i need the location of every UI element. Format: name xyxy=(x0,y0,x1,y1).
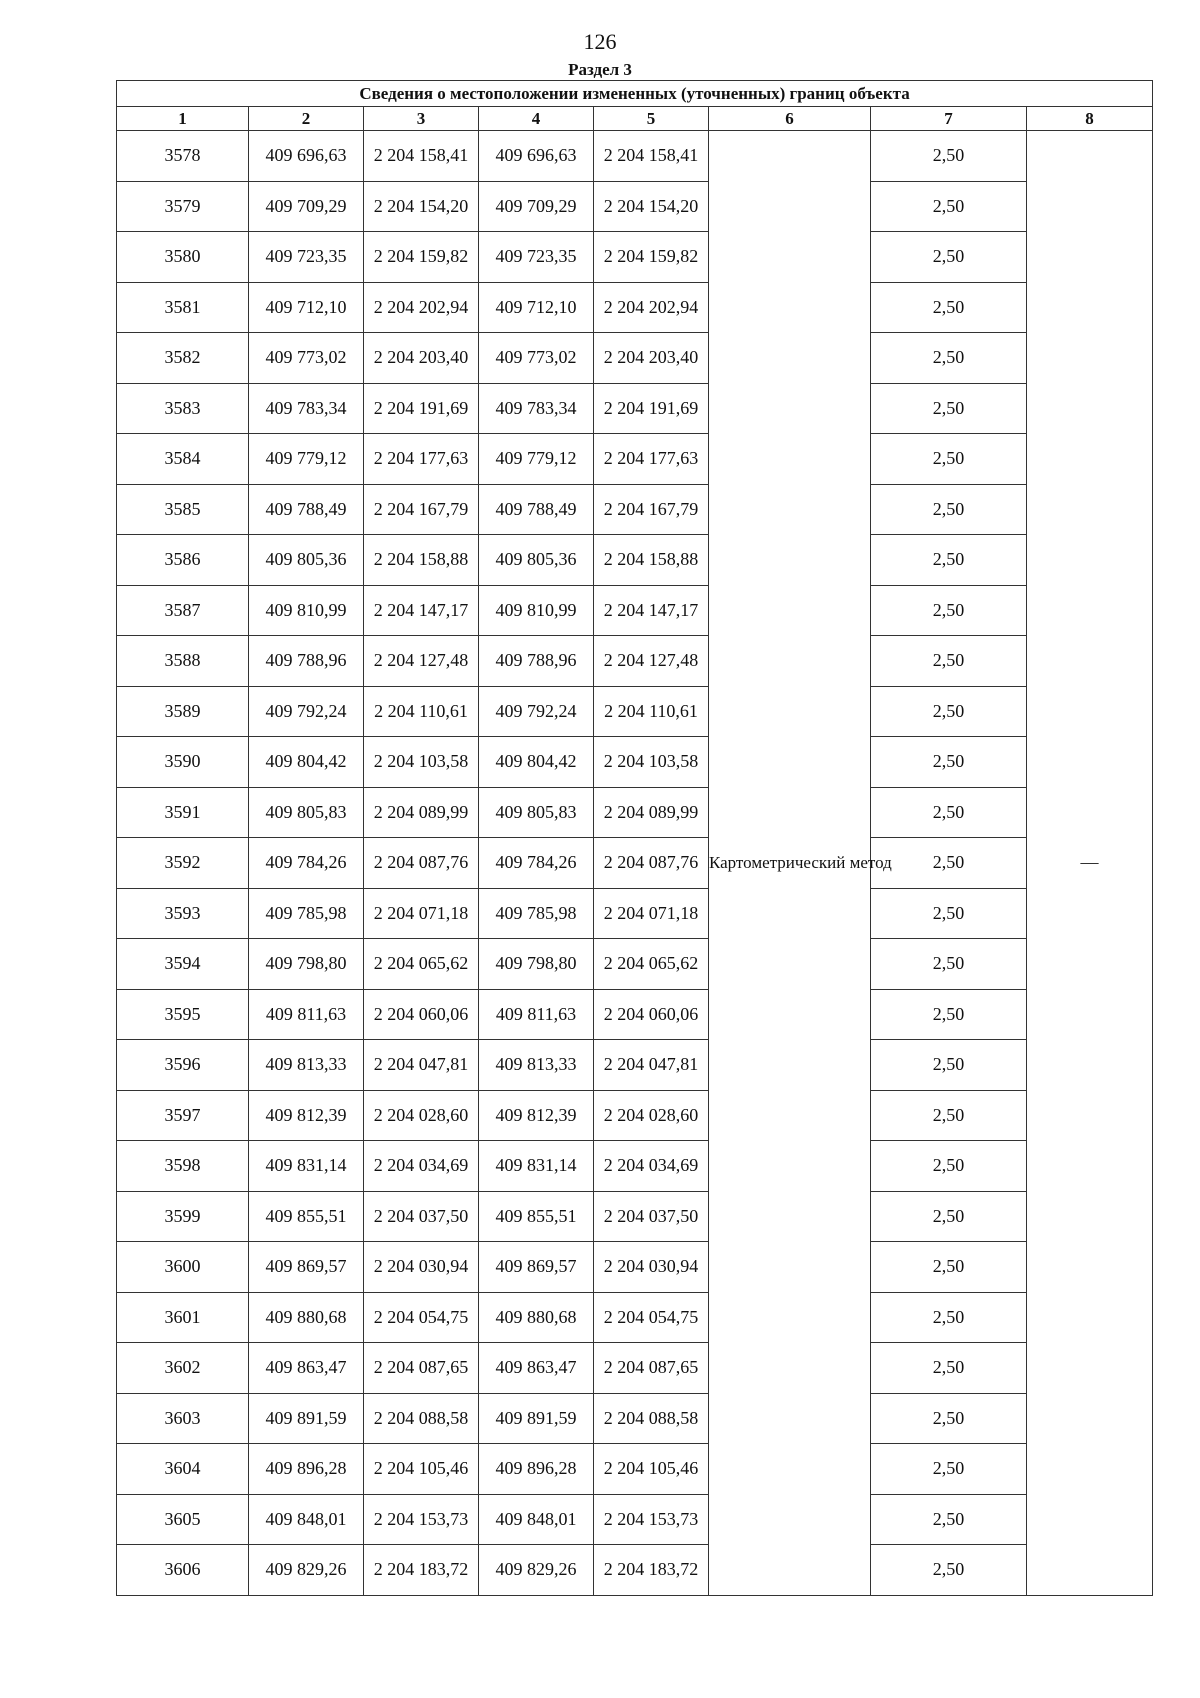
x-refined-coordinate-cell: 409 863,47 xyxy=(479,1343,594,1394)
x-refined-coordinate-cell: 409 785,98 xyxy=(479,888,594,939)
column-header: 8 xyxy=(1027,107,1153,131)
table-row xyxy=(117,1292,1153,1343)
x-coordinate-cell: 409 783,34 xyxy=(249,383,364,434)
accuracy-cell: 2,50 xyxy=(871,838,1027,889)
accuracy-cell: 2,50 xyxy=(871,636,1027,687)
y-refined-coordinate-cell: 2 204 191,69 xyxy=(594,383,709,434)
point-number-cell: 3594 xyxy=(117,939,249,990)
point-number-cell: 3579 xyxy=(117,181,249,232)
x-refined-coordinate-cell: 409 805,83 xyxy=(479,787,594,838)
x-coordinate-cell: 409 805,83 xyxy=(249,787,364,838)
y-coordinate-cell: 2 204 203,40 xyxy=(364,333,479,384)
table-title-row xyxy=(117,81,1153,107)
accuracy-cell: 2,50 xyxy=(871,888,1027,939)
y-refined-coordinate-cell: 2 204 183,72 xyxy=(594,1545,709,1596)
table-row xyxy=(117,1090,1153,1141)
table-row xyxy=(117,434,1153,485)
section-title: Раздел 3 xyxy=(568,60,632,79)
y-refined-coordinate-cell: 2 204 203,40 xyxy=(594,333,709,384)
y-refined-coordinate-cell: 2 204 147,17 xyxy=(594,585,709,636)
table-row xyxy=(117,888,1153,939)
x-coordinate-cell: 409 891,59 xyxy=(249,1393,364,1444)
x-coordinate-cell: 409 712,10 xyxy=(249,282,364,333)
x-coordinate-cell: 409 773,02 xyxy=(249,333,364,384)
y-coordinate-cell: 2 204 183,72 xyxy=(364,1545,479,1596)
x-coordinate-cell: 409 785,98 xyxy=(249,888,364,939)
point-number-cell: 3585 xyxy=(117,484,249,535)
y-refined-coordinate-cell: 2 204 158,41 xyxy=(594,131,709,182)
point-number-cell: 3600 xyxy=(117,1242,249,1293)
y-refined-coordinate-cell: 2 204 159,82 xyxy=(594,232,709,283)
accuracy-cell: 2,50 xyxy=(871,1141,1027,1192)
accuracy-cell: 2,50 xyxy=(871,333,1027,384)
table-row xyxy=(117,939,1153,990)
column-header: 2 xyxy=(249,107,364,131)
point-number-cell: 3586 xyxy=(117,535,249,586)
point-number-cell: 3604 xyxy=(117,1444,249,1495)
x-coordinate-cell: 409 848,01 xyxy=(249,1494,364,1545)
y-coordinate-cell: 2 204 202,94 xyxy=(364,282,479,333)
y-coordinate-cell: 2 204 047,81 xyxy=(364,1040,479,1091)
y-refined-coordinate-cell: 2 204 088,58 xyxy=(594,1393,709,1444)
accuracy-cell: 2,50 xyxy=(871,535,1027,586)
point-number-cell: 3605 xyxy=(117,1494,249,1545)
x-refined-coordinate-cell: 409 709,29 xyxy=(479,181,594,232)
x-refined-coordinate-cell: 409 869,57 xyxy=(479,1242,594,1293)
point-number-cell: 3592 xyxy=(117,838,249,889)
x-refined-coordinate-cell: 409 805,36 xyxy=(479,535,594,586)
x-refined-coordinate-cell: 409 810,99 xyxy=(479,585,594,636)
table-row xyxy=(117,484,1153,535)
x-coordinate-cell: 409 788,96 xyxy=(249,636,364,687)
y-coordinate-cell: 2 204 110,61 xyxy=(364,686,479,737)
point-number-cell: 3602 xyxy=(117,1343,249,1394)
x-refined-coordinate-cell: 409 891,59 xyxy=(479,1393,594,1444)
point-number-cell: 3590 xyxy=(117,737,249,788)
point-number-cell: 3589 xyxy=(117,686,249,737)
point-number-cell: 3580 xyxy=(117,232,249,283)
y-refined-coordinate-cell: 2 204 105,46 xyxy=(594,1444,709,1495)
point-number-cell: 3587 xyxy=(117,585,249,636)
point-number-cell: 3582 xyxy=(117,333,249,384)
y-coordinate-cell: 2 204 060,06 xyxy=(364,989,479,1040)
x-refined-coordinate-cell: 409 813,33 xyxy=(479,1040,594,1091)
table-row xyxy=(117,1191,1153,1242)
x-coordinate-cell: 409 696,63 xyxy=(249,131,364,182)
x-refined-coordinate-cell: 409 788,96 xyxy=(479,636,594,687)
accuracy-cell: 2,50 xyxy=(871,484,1027,535)
x-refined-coordinate-cell: 409 848,01 xyxy=(479,1494,594,1545)
column-header: 3 xyxy=(364,107,479,131)
x-refined-coordinate-cell: 409 783,34 xyxy=(479,383,594,434)
x-coordinate-cell: 409 784,26 xyxy=(249,838,364,889)
x-coordinate-cell: 409 829,26 xyxy=(249,1545,364,1596)
column-header: 5 xyxy=(594,107,709,131)
x-coordinate-cell: 409 813,33 xyxy=(249,1040,364,1091)
y-refined-coordinate-cell: 2 204 060,06 xyxy=(594,989,709,1040)
accuracy-cell: 2,50 xyxy=(871,232,1027,283)
accuracy-cell: 2,50 xyxy=(871,737,1027,788)
y-coordinate-cell: 2 204 127,48 xyxy=(364,636,479,687)
point-number-cell: 3588 xyxy=(117,636,249,687)
point-number-cell: 3578 xyxy=(117,131,249,182)
point-number-cell: 3595 xyxy=(117,989,249,1040)
table-title: Сведения о местоположении измененных (уточненных) границ объекта xyxy=(117,81,1153,107)
table-row xyxy=(117,838,1153,889)
x-refined-coordinate-cell: 409 773,02 xyxy=(479,333,594,384)
point-number-cell: 3606 xyxy=(117,1545,249,1596)
accuracy-cell: 2,50 xyxy=(871,434,1027,485)
point-number-cell: 3598 xyxy=(117,1141,249,1192)
x-coordinate-cell: 409 896,28 xyxy=(249,1444,364,1495)
x-coordinate-cell: 409 863,47 xyxy=(249,1343,364,1394)
point-number-cell: 3599 xyxy=(117,1191,249,1242)
y-refined-coordinate-cell: 2 204 110,61 xyxy=(594,686,709,737)
x-refined-coordinate-cell: 409 896,28 xyxy=(479,1444,594,1495)
table-row xyxy=(117,1444,1153,1495)
x-refined-coordinate-cell: 409 723,35 xyxy=(479,232,594,283)
x-refined-coordinate-cell: 409 855,51 xyxy=(479,1191,594,1242)
table-row xyxy=(117,333,1153,384)
y-coordinate-cell: 2 204 065,62 xyxy=(364,939,479,990)
y-coordinate-cell: 2 204 153,73 xyxy=(364,1494,479,1545)
point-number-cell: 3596 xyxy=(117,1040,249,1091)
y-coordinate-cell: 2 204 087,65 xyxy=(364,1343,479,1394)
accuracy-cell: 2,50 xyxy=(871,383,1027,434)
x-refined-coordinate-cell: 409 696,63 xyxy=(479,131,594,182)
x-refined-coordinate-cell: 409 788,49 xyxy=(479,484,594,535)
table-row xyxy=(117,989,1153,1040)
table-row xyxy=(117,737,1153,788)
x-coordinate-cell: 409 798,80 xyxy=(249,939,364,990)
column-header: 7 xyxy=(871,107,1027,131)
y-refined-coordinate-cell: 2 204 034,69 xyxy=(594,1141,709,1192)
point-number-cell: 3593 xyxy=(117,888,249,939)
accuracy-cell: 2,50 xyxy=(871,585,1027,636)
y-coordinate-cell: 2 204 088,58 xyxy=(364,1393,479,1444)
y-refined-coordinate-cell: 2 204 103,58 xyxy=(594,737,709,788)
column-header: 1 xyxy=(117,107,249,131)
page-number: 126 xyxy=(583,29,617,54)
x-coordinate-cell: 409 792,24 xyxy=(249,686,364,737)
accuracy-cell: 2,50 xyxy=(871,1393,1027,1444)
y-refined-coordinate-cell: 2 204 071,18 xyxy=(594,888,709,939)
table-row xyxy=(117,535,1153,586)
x-refined-coordinate-cell: 409 792,24 xyxy=(479,686,594,737)
x-coordinate-cell: 409 779,12 xyxy=(249,434,364,485)
point-number-cell: 3583 xyxy=(117,383,249,434)
x-refined-coordinate-cell: 409 712,10 xyxy=(479,282,594,333)
y-coordinate-cell: 2 204 158,88 xyxy=(364,535,479,586)
point-number-cell: 3591 xyxy=(117,787,249,838)
x-refined-coordinate-cell: 409 880,68 xyxy=(479,1292,594,1343)
y-coordinate-cell: 2 204 158,41 xyxy=(364,131,479,182)
x-refined-coordinate-cell: 409 804,42 xyxy=(479,737,594,788)
x-coordinate-cell: 409 869,57 xyxy=(249,1242,364,1293)
column-number-row xyxy=(117,107,1153,131)
table-body xyxy=(117,131,1153,1596)
y-refined-coordinate-cell: 2 204 087,76 xyxy=(594,838,709,889)
table-row xyxy=(117,383,1153,434)
y-coordinate-cell: 2 204 028,60 xyxy=(364,1090,479,1141)
x-refined-coordinate-cell: 409 811,63 xyxy=(479,989,594,1040)
y-coordinate-cell: 2 204 103,58 xyxy=(364,737,479,788)
y-coordinate-cell: 2 204 147,17 xyxy=(364,585,479,636)
y-coordinate-cell: 2 204 030,94 xyxy=(364,1242,479,1293)
y-refined-coordinate-cell: 2 204 153,73 xyxy=(594,1494,709,1545)
x-refined-coordinate-cell: 409 784,26 xyxy=(479,838,594,889)
table-row xyxy=(117,131,1153,182)
table-row xyxy=(117,1393,1153,1444)
accuracy-cell: 2,50 xyxy=(871,131,1027,182)
point-number-cell: 3603 xyxy=(117,1393,249,1444)
y-coordinate-cell: 2 204 037,50 xyxy=(364,1191,479,1242)
y-coordinate-cell: 2 204 054,75 xyxy=(364,1292,479,1343)
accuracy-cell: 2,50 xyxy=(871,939,1027,990)
y-refined-coordinate-cell: 2 204 030,94 xyxy=(594,1242,709,1293)
y-refined-coordinate-cell: 2 204 158,88 xyxy=(594,535,709,586)
y-coordinate-cell: 2 204 177,63 xyxy=(364,434,479,485)
y-coordinate-cell: 2 204 154,20 xyxy=(364,181,479,232)
accuracy-cell: 2,50 xyxy=(871,1494,1027,1545)
x-coordinate-cell: 409 810,99 xyxy=(249,585,364,636)
x-refined-coordinate-cell: 409 812,39 xyxy=(479,1090,594,1141)
x-coordinate-cell: 409 723,35 xyxy=(249,232,364,283)
x-coordinate-cell: 409 788,49 xyxy=(249,484,364,535)
accuracy-cell: 2,50 xyxy=(871,282,1027,333)
point-number-cell: 3597 xyxy=(117,1090,249,1141)
x-coordinate-cell: 409 855,51 xyxy=(249,1191,364,1242)
accuracy-cell: 2,50 xyxy=(871,1343,1027,1394)
x-coordinate-cell: 409 831,14 xyxy=(249,1141,364,1192)
x-coordinate-cell: 409 812,39 xyxy=(249,1090,364,1141)
table-row xyxy=(117,1545,1153,1596)
column-header: 6 xyxy=(709,107,871,131)
x-coordinate-cell: 409 811,63 xyxy=(249,989,364,1040)
x-refined-coordinate-cell: 409 798,80 xyxy=(479,939,594,990)
x-refined-coordinate-cell: 409 831,14 xyxy=(479,1141,594,1192)
y-coordinate-cell: 2 204 105,46 xyxy=(364,1444,479,1495)
y-coordinate-cell: 2 204 167,79 xyxy=(364,484,479,535)
y-coordinate-cell: 2 204 087,76 xyxy=(364,838,479,889)
table-row xyxy=(117,1242,1153,1293)
y-refined-coordinate-cell: 2 204 065,62 xyxy=(594,939,709,990)
y-refined-coordinate-cell: 2 204 177,63 xyxy=(594,434,709,485)
point-number-cell: 3581 xyxy=(117,282,249,333)
y-refined-coordinate-cell: 2 204 154,20 xyxy=(594,181,709,232)
accuracy-cell: 2,50 xyxy=(871,686,1027,737)
y-coordinate-cell: 2 204 191,69 xyxy=(364,383,479,434)
table-row xyxy=(117,1141,1153,1192)
y-refined-coordinate-cell: 2 204 028,60 xyxy=(594,1090,709,1141)
accuracy-cell: 2,50 xyxy=(871,1090,1027,1141)
accuracy-cell: 2,50 xyxy=(871,787,1027,838)
table-row xyxy=(117,282,1153,333)
x-refined-coordinate-cell: 409 829,26 xyxy=(479,1545,594,1596)
y-refined-coordinate-cell: 2 204 089,99 xyxy=(594,787,709,838)
x-refined-coordinate-cell: 409 779,12 xyxy=(479,434,594,485)
table-row xyxy=(117,787,1153,838)
accuracy-cell: 2,50 xyxy=(871,1292,1027,1343)
y-refined-coordinate-cell: 2 204 127,48 xyxy=(594,636,709,687)
x-coordinate-cell: 409 805,36 xyxy=(249,535,364,586)
method-cell: Картометрический метод xyxy=(709,131,871,1596)
table-row xyxy=(117,232,1153,283)
accuracy-cell: 2,50 xyxy=(871,1191,1027,1242)
y-refined-coordinate-cell: 2 204 047,81 xyxy=(594,1040,709,1091)
accuracy-cell: 2,50 xyxy=(871,1444,1027,1495)
y-refined-coordinate-cell: 2 204 202,94 xyxy=(594,282,709,333)
accuracy-cell: 2,50 xyxy=(871,989,1027,1040)
x-coordinate-cell: 409 880,68 xyxy=(249,1292,364,1343)
point-number-cell: 3584 xyxy=(117,434,249,485)
column-header: 4 xyxy=(479,107,594,131)
accuracy-cell: 2,50 xyxy=(871,1242,1027,1293)
table-row xyxy=(117,686,1153,737)
point-number-cell: 3601 xyxy=(117,1292,249,1343)
y-coordinate-cell: 2 204 034,69 xyxy=(364,1141,479,1192)
table-row xyxy=(117,585,1153,636)
accuracy-cell: 2,50 xyxy=(871,1545,1027,1596)
y-coordinate-cell: 2 204 089,99 xyxy=(364,787,479,838)
coordinates-table xyxy=(116,80,1153,1596)
y-refined-coordinate-cell: 2 204 087,65 xyxy=(594,1343,709,1394)
accuracy-cell: 2,50 xyxy=(871,181,1027,232)
y-refined-coordinate-cell: 2 204 054,75 xyxy=(594,1292,709,1343)
table-row xyxy=(117,1343,1153,1394)
x-coordinate-cell: 409 709,29 xyxy=(249,181,364,232)
table-row xyxy=(117,636,1153,687)
table-row xyxy=(117,1494,1153,1545)
y-refined-coordinate-cell: 2 204 037,50 xyxy=(594,1191,709,1242)
table-row xyxy=(117,1040,1153,1091)
y-refined-coordinate-cell: 2 204 167,79 xyxy=(594,484,709,535)
y-coordinate-cell: 2 204 071,18 xyxy=(364,888,479,939)
table-row xyxy=(117,181,1153,232)
accuracy-cell: 2,50 xyxy=(871,1040,1027,1091)
column-8-cell: — xyxy=(1027,131,1153,1596)
x-coordinate-cell: 409 804,42 xyxy=(249,737,364,788)
y-coordinate-cell: 2 204 159,82 xyxy=(364,232,479,283)
